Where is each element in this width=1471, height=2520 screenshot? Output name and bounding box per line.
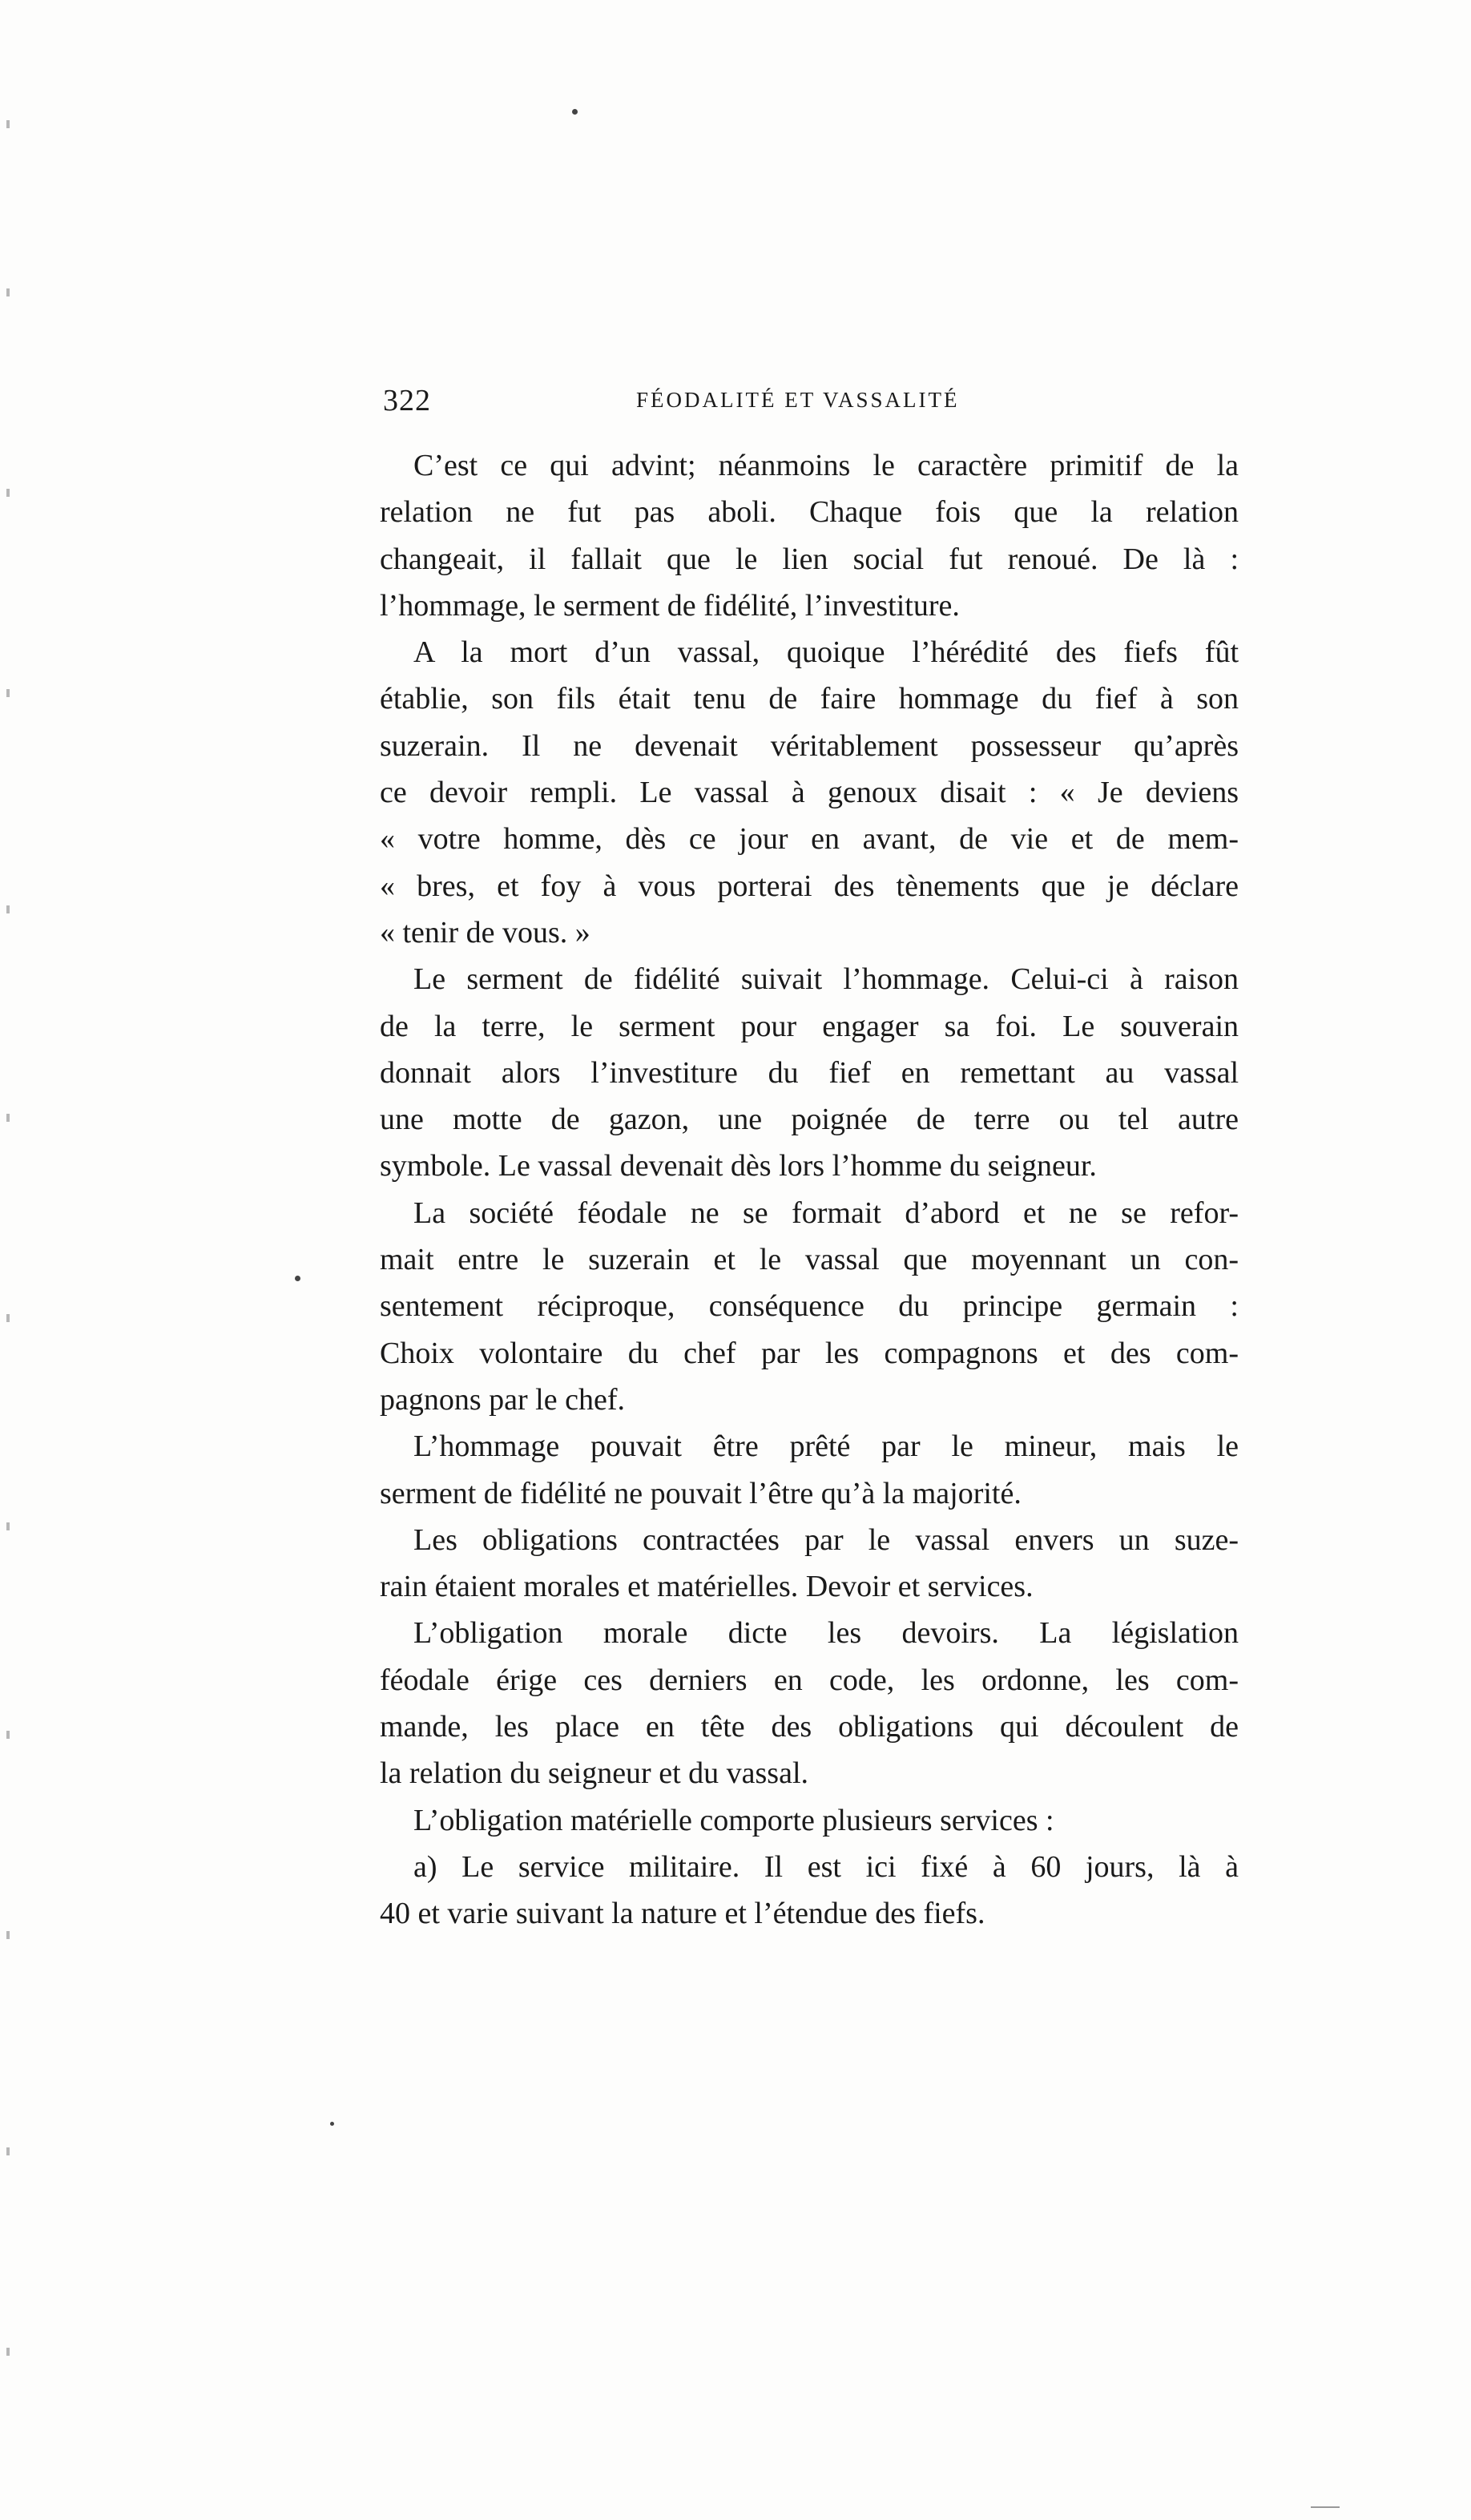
text-line: ce devoir rempli. Le vassal à genoux disait : « Je deviens [380, 776, 1239, 810]
text-line: a) Le service militaire. Il est ici fixé à 60 jours, là à [413, 1849, 1239, 1884]
text-line: suzerain. Il ne devenait véritablement possesseur qu’après [380, 728, 1239, 763]
text-line: changeait, il fallait que le lien social fut renoué. De là : [380, 542, 1239, 576]
text-line: C’est ce qui advint; néanmoins le caractère primitif de la [413, 449, 1239, 482]
text-line: Le serment de fidélité suivait l’hommage. Celui-ci à raison [413, 962, 1239, 997]
text-line: la relation du seigneur et du vassal. [380, 1756, 809, 1791]
page-edge-marks [0, 0, 24, 2520]
text-line: « tenir de vous. » [380, 915, 590, 950]
page-number: 322 [383, 384, 431, 417]
text-line: relation ne fut pas aboli. Chaque fois que la relation [380, 495, 1239, 530]
running-title: FÉODALITÉ ET VASSALITÉ [636, 388, 960, 412]
text-line: La société féodale ne se formait d’abord et ne se refor- [413, 1195, 1239, 1230]
bottom-edge-mark [1311, 2506, 1340, 2508]
text-line: rain étaient morales et matérielles. Devoir et services. [380, 1570, 1034, 1604]
text-line: donnait alors l’investiture du fief en remettant au vassal [380, 1055, 1239, 1090]
text-line: mande, les place en tête des obligations qui découlent de [380, 1710, 1239, 1744]
text-line: A la mort d’un vassal, quoique l’hérédité des fiefs fût [413, 635, 1239, 670]
text-line: établie, son fils était tenu de faire hommage du fief à son [380, 682, 1239, 716]
text-line: pagnons par le chef. [380, 1382, 625, 1417]
ink-speck [295, 1276, 300, 1281]
text-line: L’obligation morale dicte les devoirs. La législation [413, 1616, 1239, 1651]
text-line: L’obligation matérielle comporte plusieurs services : [413, 1803, 1054, 1837]
text-line: symbole. Le vassal devenait dès lors l’homme du seigneur. [380, 1149, 1097, 1183]
text-line: une motte de gazon, une poignée de terre ou tel autre [380, 1103, 1239, 1137]
text-line: l’hommage, le serment de fidélité, l’investiture. [380, 588, 960, 623]
text-line: L’hommage pouvait être prêté par le mineur, mais le [413, 1429, 1239, 1464]
text-line: serment de fidélité ne pouvait l’être qu’à la majorité. [380, 1476, 1022, 1510]
text-line: « bres, et foy à vous porterai des tènements que je déclare [380, 869, 1239, 903]
text-line: « votre homme, dès ce jour en avant, de vie et de mem- [380, 822, 1239, 857]
text-line: féodale érige ces derniers en code, les ordonne, les com- [380, 1663, 1239, 1697]
body-text [380, 442, 1239, 1937]
text-line: sentement réciproque, conséquence du principe germain : [380, 1289, 1239, 1324]
ink-speck [330, 2122, 334, 2126]
text-line: Choix volontaire du chef par les compagnons et des com- [380, 1336, 1239, 1370]
running-head [383, 383, 1242, 421]
text-line: 40 et varie suivant la nature et l’étendue des fiefs. [380, 1897, 985, 1931]
ink-speck [572, 109, 578, 115]
text-line: de la terre, le serment pour engager sa foi. Le souverain [380, 1009, 1239, 1043]
text-line: mait entre le suzerain et le vassal que moyennant un con- [380, 1243, 1239, 1277]
text-line: Les obligations contractées par le vassal envers un suze- [413, 1522, 1239, 1557]
